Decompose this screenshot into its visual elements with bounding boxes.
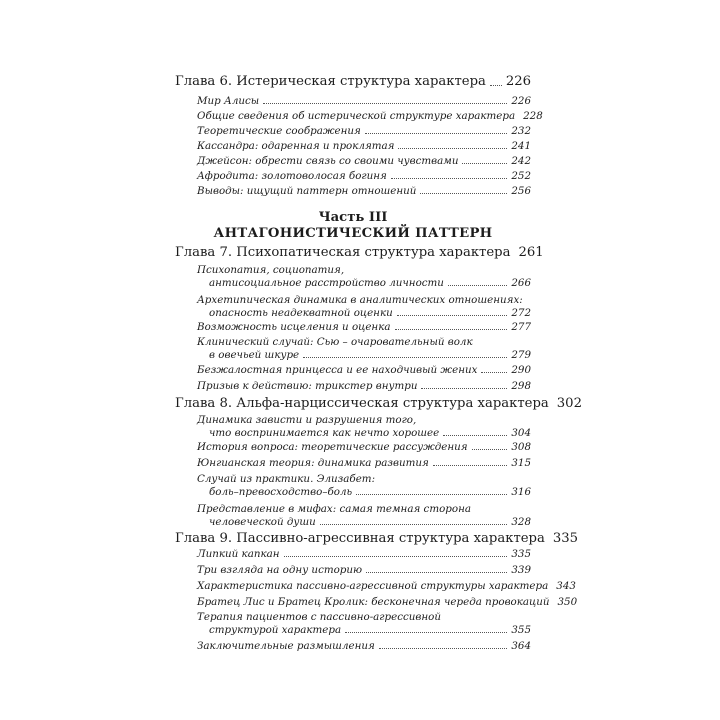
toc-item xyxy=(175,170,531,183)
item-title-continued: опасность неадекватной оценки xyxy=(209,307,393,319)
dot-leader xyxy=(481,372,507,373)
item-title-continued: в овечьей шкуре xyxy=(209,349,300,361)
item-title: Афродита: золотоволосая богиня xyxy=(197,170,387,182)
dot-leader xyxy=(433,465,508,466)
item-title: Заключительные размышления xyxy=(197,640,375,652)
toc-item xyxy=(175,548,531,561)
dot-leader xyxy=(284,556,508,557)
dot-leader xyxy=(443,435,507,436)
dot-leader xyxy=(490,85,502,86)
item-title: Выводы: ищущий паттерн отношений xyxy=(197,185,417,197)
page-number: 256 xyxy=(511,185,531,197)
page-number: 226 xyxy=(505,74,531,89)
toc-item xyxy=(175,155,531,168)
item-title: Случай из практики. Элизабет: xyxy=(197,473,376,485)
dot-leader xyxy=(395,329,508,330)
item-title-continued: антисоциальное расстройство личности xyxy=(209,277,444,289)
toc-item xyxy=(175,185,531,198)
chapter-8-entry xyxy=(175,396,582,412)
item-title: Психопатия, социопатия, xyxy=(197,264,345,276)
item-title-continued: структурой характера xyxy=(209,624,342,636)
item-title: Терапия пациентов с пассивно-агрессивной xyxy=(197,611,441,623)
part-label: Часть III xyxy=(318,210,388,225)
dot-leader xyxy=(356,494,507,495)
dot-leader xyxy=(391,178,507,179)
toc-item xyxy=(175,294,531,320)
toc-item xyxy=(175,95,531,108)
toc-item xyxy=(175,473,531,499)
toc-item xyxy=(175,380,531,393)
page-number: 350 xyxy=(557,596,578,608)
dot-leader xyxy=(397,315,508,316)
toc-item xyxy=(175,596,578,609)
part-heading xyxy=(175,210,531,242)
item-title: Три взгляда на одну историю xyxy=(197,564,363,576)
toc-item xyxy=(175,264,531,290)
item-title: Кассандра: одаренная и проклятая xyxy=(197,140,395,152)
chapter-7-entry xyxy=(175,245,544,261)
dot-leader xyxy=(421,388,507,389)
item-title: Характеристика пассивно-агрессивной структуры характера xyxy=(197,580,549,592)
chapter-title: Глава 9. Пассивно-агрессивная структура характера xyxy=(175,531,545,546)
toc-item xyxy=(175,441,531,454)
page-number: 328 xyxy=(511,516,531,528)
dot-leader xyxy=(366,572,507,573)
page-number: 298 xyxy=(511,380,531,392)
toc-item xyxy=(175,364,531,377)
page-number: 272 xyxy=(511,307,531,319)
item-title: Юнгианская теория: динамика развития xyxy=(197,457,429,469)
chapter-6-entry xyxy=(175,74,531,90)
dot-leader xyxy=(303,357,507,358)
chapter-title: Глава 7. Психопатическая структура характера xyxy=(175,245,511,260)
item-title: Возможность исцеления и оценка xyxy=(197,321,391,333)
page-number: 335 xyxy=(511,548,531,560)
item-title: Теоретические соображения xyxy=(197,125,361,137)
dot-leader xyxy=(263,103,507,104)
page-number: 226 xyxy=(511,95,531,107)
chapter-title: Глава 8. Альфа-нарциссическая структура характера xyxy=(175,396,549,411)
dot-leader xyxy=(398,148,507,149)
page-number: 228 xyxy=(523,110,543,122)
item-title: Братец Лис и Братец Кролик: бесконечная череда провокаций xyxy=(197,596,550,608)
toc-item xyxy=(175,503,531,529)
dot-leader xyxy=(420,193,507,194)
page-number: 266 xyxy=(511,277,531,289)
dot-leader xyxy=(472,449,508,450)
dot-leader xyxy=(320,524,508,525)
page-number: 241 xyxy=(511,140,531,152)
toc-item xyxy=(175,580,576,593)
page-number: 364 xyxy=(511,640,531,652)
page-number: 315 xyxy=(511,457,531,469)
item-title: Призыв к действию: трикстер внутри xyxy=(197,380,418,392)
page-number: 232 xyxy=(511,125,531,137)
item-title: Динамика зависти и разрушения того, xyxy=(197,414,417,426)
toc-item xyxy=(175,140,531,153)
part-title: АНТАГОНИСТИЧЕСКИЙ ПАТТЕРН xyxy=(213,226,493,241)
toc-item xyxy=(175,321,531,334)
dot-leader xyxy=(345,632,507,633)
page-number: 277 xyxy=(511,321,531,333)
page-number: 339 xyxy=(511,564,531,576)
dot-leader xyxy=(379,648,508,649)
page-number: 302 xyxy=(556,396,582,411)
page-number: 290 xyxy=(511,364,531,376)
toc-item xyxy=(175,457,531,470)
dot-leader xyxy=(365,133,507,134)
item-title: Клинический случай: Сью – очаровательный волк xyxy=(197,336,473,348)
toc-item xyxy=(175,611,531,637)
toc-item xyxy=(175,110,543,123)
page-number: 335 xyxy=(552,531,579,546)
page-number: 279 xyxy=(511,349,531,361)
toc-item xyxy=(175,336,531,362)
item-title: История вопроса: теоретические рассуждения xyxy=(197,441,468,453)
item-title: Джейсон: обрести связь со своими чувствами xyxy=(197,155,459,167)
toc-item xyxy=(175,125,531,138)
page-number: 304 xyxy=(511,427,531,439)
page-number: 355 xyxy=(511,624,531,636)
page-number: 252 xyxy=(511,170,531,182)
item-title: Представление в мифах: самая темная сторона xyxy=(197,503,471,515)
page-number: 308 xyxy=(511,441,531,453)
dot-leader xyxy=(462,163,507,164)
dot-leader xyxy=(448,285,507,286)
chapter-9-entry xyxy=(175,531,579,547)
page-number: 261 xyxy=(518,245,544,260)
toc-item xyxy=(175,564,531,577)
toc-item xyxy=(175,414,531,440)
item-title: Безжалостная принцесса и ее находчивый жених xyxy=(197,364,478,376)
page-number: 316 xyxy=(511,486,531,498)
page-number: 242 xyxy=(511,155,531,167)
item-title: Архетипическая динамика в аналитических отношениях: xyxy=(197,294,523,306)
chapter-title: Глава 6. Истерическая структура характера xyxy=(175,74,486,89)
item-title: Липкий капкан xyxy=(197,548,280,560)
item-title-continued: боль–превосходство–боль xyxy=(209,486,353,498)
page-number: 343 xyxy=(556,580,576,592)
item-title-continued: что воспринимается как нечто хорошее xyxy=(209,427,440,439)
toc-item xyxy=(175,640,531,653)
item-title: Общие сведения об истерической структуре характера xyxy=(197,110,516,122)
item-title: Мир Алисы xyxy=(197,95,260,107)
item-title-continued: человеческой души xyxy=(209,516,316,528)
